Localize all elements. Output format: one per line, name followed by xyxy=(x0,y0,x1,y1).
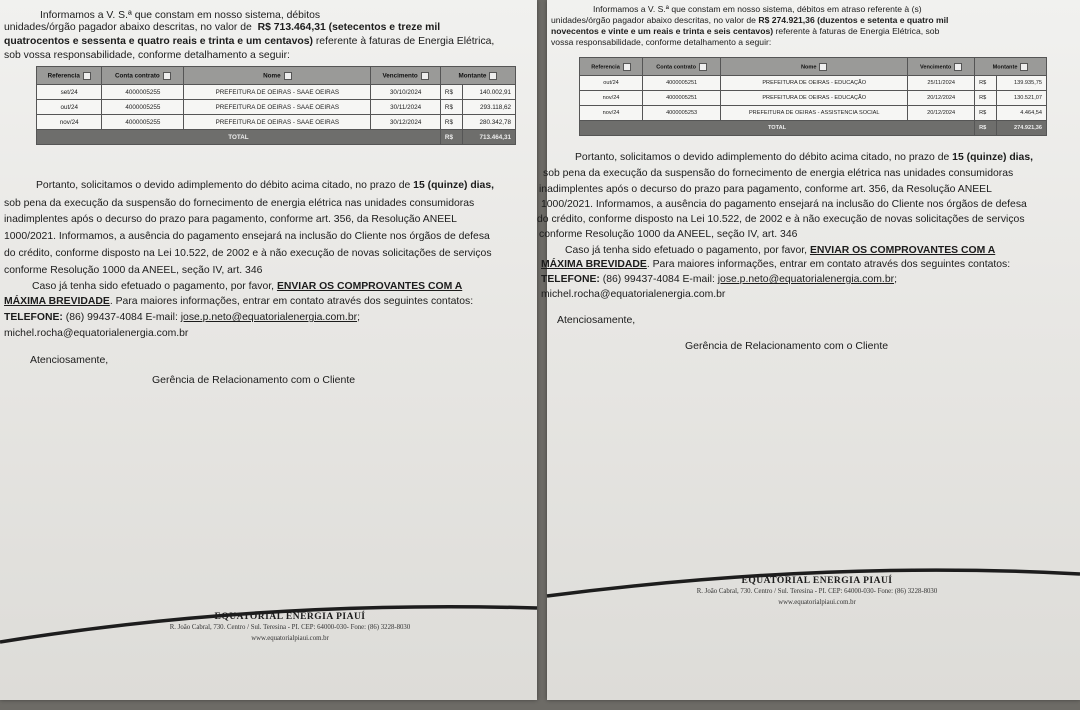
letter-page-left xyxy=(0,0,537,700)
cell-referencia: out/24 xyxy=(37,100,102,115)
paragraph-2-line-2: sob pena da execução da suspensão do fornecimento de energia elétrica nas unidades consumidoras xyxy=(543,168,1014,179)
total-value: 274.921,36 xyxy=(996,121,1046,136)
paragraph-2-line-4: 1000/2021. Informamos, a ausência do pagamento ensejará na inclusão do Cliente nos órgãos de defesa xyxy=(541,199,1027,210)
intro-line-2: unidades/órgão pagador abaixo descritas, no valor de R$ 713.464,31 (setecentos e treze mil xyxy=(4,22,441,33)
paragraph-3-line-4: michel.rocha@equatorialenergia.com.br xyxy=(541,289,726,300)
cell-montante: 280.342,78 xyxy=(463,115,516,130)
col-referencia[interactable]: Referencia xyxy=(37,67,102,85)
col-montante[interactable]: Montante xyxy=(440,67,515,85)
col-vencimento[interactable]: Vencimento xyxy=(371,67,441,85)
paragraph-2-line-3: inadimplentes após o decurso do prazo para pagamento, conforme art. 356, da Resolução ANEEL xyxy=(539,184,992,195)
total-row xyxy=(37,130,516,145)
email-link[interactable]: jose.p.neto@equatorialenergia.com.br xyxy=(180,312,358,323)
cell-referencia: set/24 xyxy=(37,85,102,100)
cell-vencimento: 20/12/2024 xyxy=(908,91,975,106)
table-row xyxy=(580,76,1047,91)
filter-dropdown-icon[interactable] xyxy=(421,72,429,80)
filter-dropdown-icon[interactable] xyxy=(489,72,497,80)
cell-vencimento: 20/12/2024 xyxy=(908,106,975,121)
footer-company-name: EQUATORIAL ENERGIA PIAUÍ xyxy=(741,576,893,586)
cell-currency: R$ xyxy=(440,100,462,115)
cell-montante: 140.002,91 xyxy=(463,85,516,100)
cell-conta: 4000005253 xyxy=(643,106,721,121)
paragraph-3-line-2: MÁXIMA BREVIDADE. Para maiores informações, entrar em contato através dos seguintes contatos: xyxy=(4,296,474,307)
table-row xyxy=(37,85,516,100)
col-conta-contrato[interactable]: Conta contrato xyxy=(102,67,184,85)
footer-address: R. João Cabral, 730. Centro / Sul. Teresina - PI. CEP: 64000-030- Fone: (86) 3228-8030 xyxy=(169,624,411,631)
cell-referencia: nov/24 xyxy=(37,115,102,130)
col-nome[interactable]: Nome xyxy=(721,58,908,76)
cell-conta: 4000005255 xyxy=(102,85,184,100)
cell-vencimento: 30/10/2024 xyxy=(371,85,441,100)
cell-currency: R$ xyxy=(975,91,997,106)
filter-dropdown-icon[interactable] xyxy=(284,72,292,80)
cell-nome: PREFEITURA DE OEIRAS - SAAE OEIRAS xyxy=(184,85,371,100)
paragraph-2-line-2: sob pena da execução da suspensão do fornecimento de energia elétrica nas unidades consumidoras xyxy=(4,198,475,209)
letter-page-right xyxy=(537,0,1080,700)
cell-nome: PREFEITURA DE OEIRAS - SAAE OEIRAS xyxy=(184,100,371,115)
cell-referencia: nov/24 xyxy=(580,91,643,106)
intro-line-1: Informamos a V. S.ª que constam em nosso sistema, débitos em atraso referente à (s) xyxy=(593,4,922,14)
paragraph-3-line-4: michel.rocha@equatorialenergia.com.br xyxy=(4,328,189,339)
paragraph-3-line-2: MÁXIMA BREVIDADE. Para maiores informações, entrar em contato através dos seguintes contatos: xyxy=(541,259,1011,270)
paragraph-2-line-4: 1000/2021. Informamos, a ausência do pagamento ensejará na inclusão do Cliente nos órgãos de defesa xyxy=(4,231,490,242)
filter-dropdown-icon[interactable] xyxy=(163,72,171,80)
cell-nome: PREFEITURA DE OEIRAS - ASSISTENCIA SOCIAL xyxy=(721,106,908,121)
cell-vencimento: 25/11/2024 xyxy=(908,76,975,91)
footer xyxy=(100,612,480,644)
cell-nome: PREFEITURA DE OEIRAS - EDUCAÇÃO xyxy=(721,76,908,91)
cell-conta: 4000005255 xyxy=(102,100,184,115)
col-montante[interactable]: Montante xyxy=(975,58,1047,76)
intro-line-4: sob vossa responsabilidade, conforme detalhamento a seguir: xyxy=(4,50,290,61)
filter-dropdown-icon[interactable] xyxy=(954,63,962,71)
cell-currency: R$ xyxy=(975,76,997,91)
total-label: TOTAL xyxy=(580,121,975,136)
cell-conta: 4000005251 xyxy=(643,76,721,91)
intro-line-1: Informamos a V. S.ª que constam em nosso sistema, débitos xyxy=(40,10,321,21)
intro-line-4: vossa responsabilidade, conforme detalhamento a seguir: xyxy=(551,37,772,47)
paragraph-2-line-1: Portanto, solicitamos o devido adimplemento do débito acima citado, no prazo de 15 (quinze) dias, xyxy=(575,152,1034,163)
table-row xyxy=(37,100,516,115)
footer-website: www.equatorialpiaui.com.br xyxy=(778,599,856,606)
filter-dropdown-icon[interactable] xyxy=(623,63,631,71)
cell-nome: PREFEITURA DE OEIRAS - SAAE OEIRAS xyxy=(184,115,371,130)
intro-line-3: novecentos e vinte e um reais e trinta e seis centavos) referente à faturas de Energia Elétrica, sob xyxy=(551,26,940,36)
col-conta-contrato[interactable]: Conta contrato xyxy=(643,58,721,76)
paragraph-3-line-1: Caso já tenha sido efetuado o pagamento, por favor, ENVIAR OS COMPROVANTES COM A xyxy=(32,281,463,292)
col-vencimento[interactable]: Vencimento xyxy=(908,58,975,76)
email-link[interactable]: jose.p.neto@equatorialenergia.com.br xyxy=(717,274,895,285)
footer-address: R. João Cabral, 730. Centro / Sul. Teresina - PI. CEP: 64000-030- Fone: (86) 3228-8030 xyxy=(696,588,938,595)
col-referencia[interactable]: Referencia xyxy=(580,58,643,76)
cell-referencia: out/24 xyxy=(580,76,643,91)
table-row xyxy=(580,106,1047,121)
total-label: TOTAL xyxy=(37,130,441,145)
footer-website: www.equatorialpiaui.com.br xyxy=(251,635,329,642)
invoice-table-header xyxy=(580,58,1047,76)
closing-text: Atenciosamente, xyxy=(30,354,109,366)
cell-referencia: nov/24 xyxy=(580,106,643,121)
paragraph-3-line-1: Caso já tenha sido efetuado o pagamento, por favor, ENVIAR OS COMPROVANTES COM A xyxy=(565,245,996,256)
paragraph-2-line-6: conforme Resolução 1000 da ANEEL, seção IV, art. 346 xyxy=(4,265,263,276)
cell-conta: 4000005251 xyxy=(643,91,721,106)
filter-dropdown-icon[interactable] xyxy=(819,63,827,71)
footer-company-name: EQUATORIAL ENERGIA PIAUÍ xyxy=(214,612,366,622)
total-row xyxy=(580,121,1047,136)
table-row xyxy=(580,91,1047,106)
cell-currency: R$ xyxy=(440,115,462,130)
paragraph-2-line-1: Portanto, solicitamos o devido adimplemento do débito acima citado, no prazo de 15 (quinze) dias, xyxy=(36,180,495,191)
invoice-table-header xyxy=(37,67,516,85)
paragraph-2-line-6: conforme Resolução 1000 da ANEEL, seção IV, art. 346 xyxy=(539,229,798,240)
footer xyxy=(637,576,997,608)
cell-montante: 139.935,75 xyxy=(996,76,1046,91)
cell-montante: 4.464,54 xyxy=(996,106,1046,121)
table-row xyxy=(37,115,516,130)
paragraph-2-line-3: inadimplentes após o decurso do prazo para pagamento, conforme art. 356, da Resolução ANEEL xyxy=(4,214,457,225)
filter-dropdown-icon[interactable] xyxy=(699,63,707,71)
closing-text: Atenciosamente, xyxy=(557,314,636,326)
paragraph-2-line-5: do crédito, conforme disposto na Lei 10.522, de 2002 e à não execução de novas solicitações de serviços xyxy=(4,248,492,259)
cell-montante: 293.118,62 xyxy=(463,100,516,115)
invoice-table xyxy=(36,66,516,145)
cell-currency: R$ xyxy=(975,106,997,121)
filter-dropdown-icon[interactable] xyxy=(1020,63,1028,71)
intro-line-3: quatrocentos e sessenta e quatro reais e trinta e um centavos) referente à faturas de Energia Elétrica, xyxy=(4,36,495,47)
total-value: 713.464,31 xyxy=(463,130,516,145)
col-nome[interactable]: Nome xyxy=(184,67,371,85)
signature-text: Gerência de Relacionamento com o Cliente xyxy=(152,374,356,386)
cell-nome: PREFEITURA DE OEIRAS - EDUCAÇÃO xyxy=(721,91,908,106)
total-currency: R$ xyxy=(440,130,462,145)
cell-currency: R$ xyxy=(440,85,462,100)
filter-dropdown-icon[interactable] xyxy=(83,72,91,80)
intro-line-2: unidades/órgão pagador abaixo descritas, no valor de R$ 274.921,36 (duzentos e setenta e quatro mil xyxy=(551,15,949,25)
cell-vencimento: 30/11/2024 xyxy=(371,100,441,115)
paragraph-3-line-3: TELEFONE: (86) 99437-4084 E-mail: jose.p.neto@equatorialenergia.com.br; xyxy=(4,312,360,323)
paragraph-3-line-3: TELEFONE: (86) 99437-4084 E-mail: jose.p.neto@equatorialenergia.com.br; xyxy=(541,274,897,285)
total-currency: R$ xyxy=(975,121,997,136)
invoice-table xyxy=(579,57,1047,136)
paragraph-2-line-5: do crédito, conforme disposto na Lei 10.522, de 2002 e à não execução de novas solicitações de serviços xyxy=(537,214,1025,225)
cell-montante: 130.521,07 xyxy=(996,91,1046,106)
signature-text: Gerência de Relacionamento com o Cliente xyxy=(685,340,889,352)
cell-vencimento: 30/12/2024 xyxy=(371,115,441,130)
cell-conta: 4000005255 xyxy=(102,115,184,130)
